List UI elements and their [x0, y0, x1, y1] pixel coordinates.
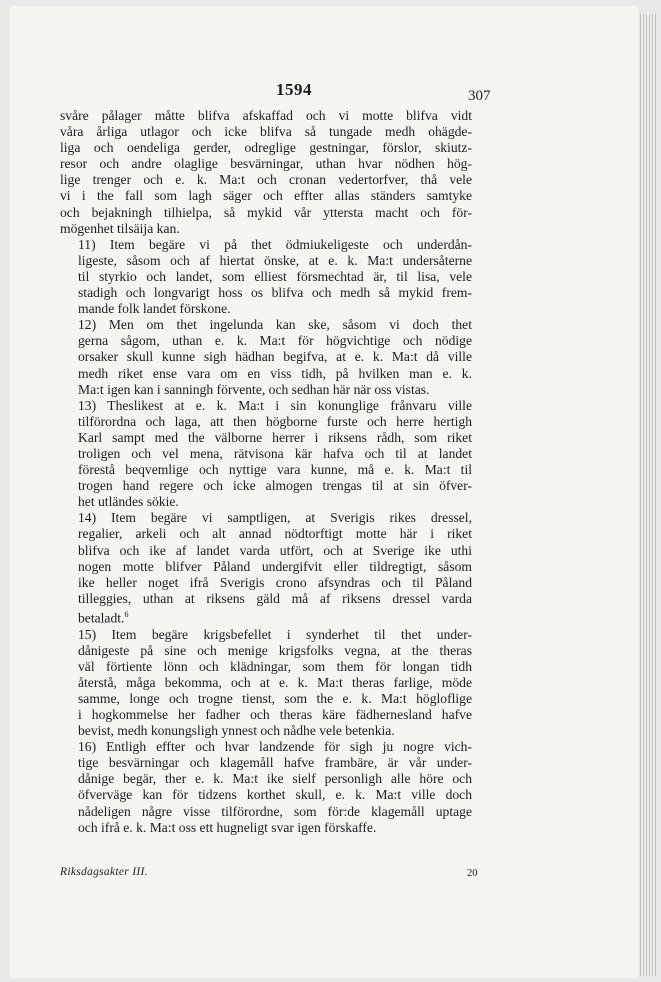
paragraph — [60, 510, 472, 626]
text-line: 11) Item begäre vi på thet ödmiukeligeste och underdån- — [78, 236, 472, 252]
text-line: ligeste, såsom och af hiertat önske, at e. k. Ma:t undersåterne — [78, 252, 472, 268]
text-line: i hogkommelse her fadher och theras käre fädhernesland hafve — [78, 707, 472, 722]
text-line: nådeligen någre visse tilförordne, som för:de klagemåll uptage — [78, 803, 472, 819]
paragraph — [60, 398, 472, 511]
text-line: dånigeste på sine och menige krigsfolks vegna, at the theras — [78, 642, 472, 658]
text-line: regalier, arkeli och alt annad nödtorftigt motte här i riket — [78, 526, 472, 542]
text-line: lige trenger och e. k. Ma:t och cronan vedertorfver, thå vele — [60, 172, 472, 188]
sheet-number: 20 — [467, 868, 478, 879]
text-line: förestå beqvemlige och nyttige vara kunne, må e. k. Ma:t til — [78, 462, 472, 478]
page-number: 307 — [468, 88, 491, 104]
text-line: het utländes sökie. — [78, 494, 179, 510]
footnote-marker: 6 — [124, 609, 129, 619]
text-line: väl förtiente lönn och klädningar, som them för longan tidh — [78, 658, 472, 674]
text-line: mögenhet tilsäija kan. — [60, 220, 180, 236]
paragraph — [60, 627, 472, 740]
body-text — [60, 108, 472, 836]
text-line: 14) Item begäre vi samptligen, at Sverigis rikes dressel, — [78, 510, 472, 526]
text-line: våra årliga utlagor och icke blifva så tungade medh ohägde- — [60, 124, 472, 140]
text-line: 16) Entligh effter och hvar landzende för sigh ju nogre vich- — [78, 739, 472, 755]
text-line: orsaker skull kunne sigh hädhan begifva, at e. k. Ma:t då ville — [78, 349, 472, 365]
page-stack-edge — [640, 14, 656, 976]
text-line: til styrkio och landet, som elliest försmechtad är, til lisa, vele — [78, 268, 472, 284]
text-line: mande folk landet förskone. — [78, 301, 231, 317]
text-line: Karl sampt med the välborne herrer i riksens rådh, som riket — [78, 429, 472, 445]
text-line: 12) Men om thet ingelunda kan ske, såsom vi doch thet — [78, 317, 472, 333]
text-line: betaladt.$^6$ — [78, 609, 129, 626]
text-line: återstå, måga bekomma, och at e. k. Ma:t theras farlige, möde — [78, 674, 472, 690]
text-line: och ifrå e. k. Ma:t oss ett hugneligt svar igen förskaffe. — [78, 819, 377, 835]
text-line: nogen motte blifver Påland undergifvit eller tildregtigt, såsom — [78, 558, 472, 574]
text-line: gerna sågom, uthan e. k. Ma:t för högvichtige och nödige — [78, 333, 472, 349]
text-line: ike heller noget ifrå Sverigis crono afsyndras och til Påland — [78, 574, 472, 590]
text-line: blifva och ike af landet varda utfört, och at Sverige ike uthi — [78, 542, 472, 558]
text-line: bevist, medh konungsligh ynnest och nådhe vele betenkia. — [78, 723, 395, 739]
text-line: och bejakningh tilhielpa, så mykid vår yttersta macht och för- — [60, 204, 472, 220]
text-line: trogen hand regere och icke almogen trengas til at sin öfver- — [78, 478, 472, 494]
signature-mark: Riksdagsakter III. — [60, 866, 148, 878]
text-line: samme, longe och trogne tienst, som the e. k. Ma:t högloflige — [78, 690, 472, 706]
text-line: tige besvärningar och klagemåll hafve frambäre, är vår under- — [78, 755, 472, 771]
paragraph — [60, 317, 472, 397]
text-line: resor och andre olaglige besvärningar, uthan hvar nödhen hög- — [60, 156, 472, 172]
text-line: 15) Item begäre krigsbefellet i synderhet til thet under- — [78, 626, 472, 642]
text-line: troligen och vel mena, rätvisona kär hafva och til at landet — [78, 445, 472, 461]
text-line: 13) Theslikest at e. k. Ma:t i sin konunglige frånvaru ville — [78, 397, 472, 413]
text-line: vi i the fall som lagh säger och effter allas ständers samtyke — [60, 188, 472, 204]
text-line: tilförordna och laga, att then högborne furste och herre hertigh — [78, 413, 472, 429]
paragraph — [60, 108, 472, 237]
text-line: Ma:t igen kan i sanningh förvente, och sedhan här när oss vistas. — [78, 381, 430, 397]
text-line: medh riket ense vara om en viss tidh, på hvilken man e. k. — [78, 365, 472, 381]
text-line: tilleggies, uthan at riksens gäld må af riksens dressel varda — [78, 590, 472, 606]
paragraph — [60, 237, 472, 317]
running-header-year: 1594 — [276, 80, 312, 99]
text-line: svåre pålager måtte blifva afskaffad och vi motte blifva vidt — [60, 108, 472, 123]
text-line: dånige begär, ther e. k. Ma:t ike sielf personligh alle höre och — [78, 771, 472, 787]
paragraph — [60, 739, 472, 836]
text-line: öfverväge kan för tidzens korthet skull, e. k. Ma:t ville doch — [78, 787, 472, 803]
text-line: liga och oendeliga gerder, odreglige gestningar, förslor, skiutz- — [60, 140, 472, 156]
text-line: stadigh och longvarigt hoss os blifva och medh så mykid frem- — [78, 285, 472, 301]
